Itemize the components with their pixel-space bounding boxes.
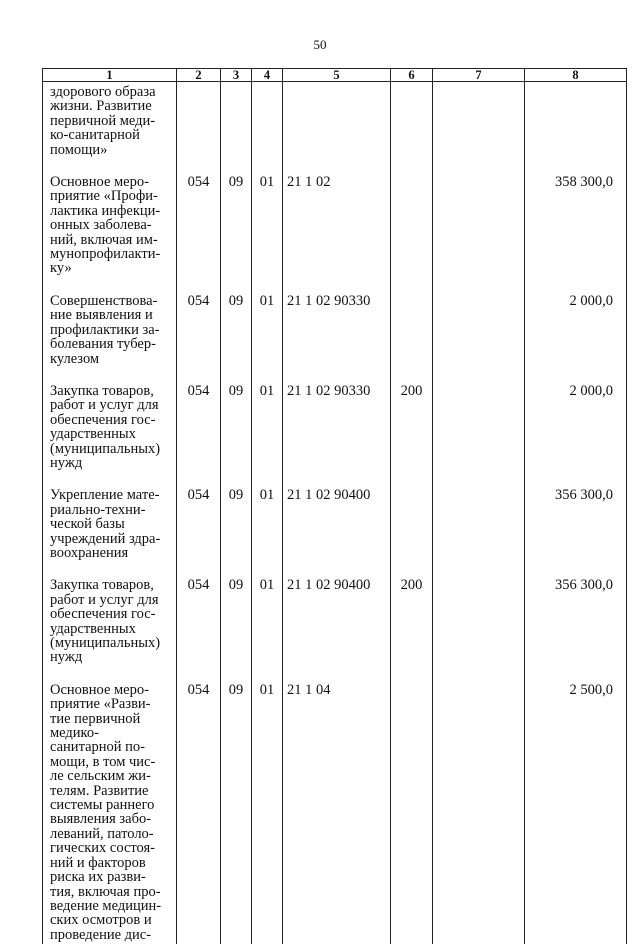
description-line: профилактики за- bbox=[50, 323, 173, 337]
expense-type-cell bbox=[391, 175, 433, 276]
subsection-cell: 01 bbox=[252, 683, 283, 942]
description-line: ку» bbox=[50, 261, 173, 275]
spacer-cell bbox=[221, 276, 252, 294]
page-number: 50 bbox=[0, 37, 640, 53]
row-spacer bbox=[43, 276, 627, 294]
amount-cell: 356 300,0 bbox=[525, 578, 627, 664]
spacer-cell bbox=[433, 276, 525, 294]
expense-type-cell bbox=[391, 488, 433, 560]
table-row bbox=[43, 175, 627, 276]
table-row bbox=[43, 384, 627, 470]
description-line: санитарной по- bbox=[50, 740, 173, 754]
spacer-cell bbox=[525, 665, 627, 683]
description-line: (муниципальных) bbox=[50, 636, 173, 650]
column-header-1: 1 bbox=[43, 69, 177, 82]
amount-cell: 2 000,0 bbox=[525, 384, 627, 470]
description-line: обеспечения гос- bbox=[50, 413, 173, 427]
table-row bbox=[43, 294, 627, 366]
spacer-cell bbox=[391, 560, 433, 578]
description-cell bbox=[43, 578, 177, 664]
description-line: первичной меди- bbox=[50, 114, 173, 128]
description-line: ударственных bbox=[50, 427, 173, 441]
description-line: медико- bbox=[50, 726, 173, 740]
table-row bbox=[43, 82, 627, 158]
target-article-cell: 21 1 02 bbox=[283, 175, 391, 276]
section-cell: 09 bbox=[221, 384, 252, 470]
spacer-cell bbox=[43, 470, 177, 488]
spacer-cell bbox=[525, 470, 627, 488]
expense-type-cell bbox=[391, 82, 433, 158]
code-cell: 054 bbox=[177, 175, 221, 276]
target-article-cell: 21 1 02 90400 bbox=[283, 578, 391, 664]
description-line: приятие «Профи- bbox=[50, 189, 173, 203]
spacer-cell bbox=[391, 470, 433, 488]
amount-cell: 358 300,0 bbox=[525, 175, 627, 276]
spacer-cell bbox=[433, 470, 525, 488]
amount-cell bbox=[525, 82, 627, 158]
header-row bbox=[43, 69, 627, 82]
description-line: учреждений здра- bbox=[50, 532, 173, 546]
spacer-cell bbox=[252, 560, 283, 578]
spacer-cell bbox=[252, 470, 283, 488]
description-line: мунопрофилакти- bbox=[50, 247, 173, 261]
spacer-cell bbox=[252, 276, 283, 294]
code-cell: 054 bbox=[177, 294, 221, 366]
spacer-cell bbox=[391, 276, 433, 294]
spacer-cell bbox=[221, 470, 252, 488]
description-line: тие первичной bbox=[50, 712, 173, 726]
description-line: ведение медицин- bbox=[50, 899, 173, 913]
table-row bbox=[43, 578, 627, 664]
column-header-3: 3 bbox=[221, 69, 252, 82]
description-line: Основное меро- bbox=[50, 683, 173, 697]
section-cell: 09 bbox=[221, 294, 252, 366]
spacer-cell bbox=[177, 470, 221, 488]
subsection-cell: 01 bbox=[252, 175, 283, 276]
spacer-cell bbox=[433, 366, 525, 384]
spacer-cell bbox=[433, 665, 525, 683]
description-cell bbox=[43, 294, 177, 366]
code-cell bbox=[177, 82, 221, 158]
description-line: риска их разви- bbox=[50, 870, 173, 884]
description-line: выявления забо- bbox=[50, 812, 173, 826]
spacer-cell bbox=[252, 157, 283, 175]
column-header-7: 7 bbox=[433, 69, 525, 82]
column-7-cell bbox=[433, 82, 525, 158]
description-line: телям. Развитие bbox=[50, 784, 173, 798]
subsection-cell: 01 bbox=[252, 578, 283, 664]
column-7-cell bbox=[433, 384, 525, 470]
description-line: проведение дис- bbox=[50, 928, 173, 942]
description-line: обеспечения гос- bbox=[50, 607, 173, 621]
spacer-cell bbox=[177, 665, 221, 683]
description-line: жизни. Развитие bbox=[50, 99, 173, 113]
description-line: ударственных bbox=[50, 622, 173, 636]
description-line: гических состоя- bbox=[50, 841, 173, 855]
spacer-cell bbox=[177, 276, 221, 294]
row-spacer bbox=[43, 560, 627, 578]
target-article-cell: 21 1 02 90330 bbox=[283, 384, 391, 470]
spacer-cell bbox=[433, 157, 525, 175]
expense-type-cell: 200 bbox=[391, 578, 433, 664]
amount-cell: 2 000,0 bbox=[525, 294, 627, 366]
description-line: Основное меро- bbox=[50, 175, 173, 189]
description-line: тия, включая про- bbox=[50, 885, 173, 899]
description-line: нужд bbox=[50, 650, 173, 664]
description-line: лактика инфекци- bbox=[50, 204, 173, 218]
description-cell bbox=[43, 175, 177, 276]
description-line: ле сельским жи- bbox=[50, 769, 173, 783]
spacer-cell bbox=[283, 276, 391, 294]
code-cell: 054 bbox=[177, 488, 221, 560]
column-7-cell bbox=[433, 488, 525, 560]
spacer-cell bbox=[391, 665, 433, 683]
column-7-cell bbox=[433, 175, 525, 276]
description-line: Совершенствова- bbox=[50, 294, 173, 308]
spacer-cell bbox=[177, 366, 221, 384]
spacer-cell bbox=[252, 665, 283, 683]
column-7-cell bbox=[433, 294, 525, 366]
spacer-cell bbox=[221, 366, 252, 384]
row-spacer bbox=[43, 470, 627, 488]
spacer-cell bbox=[433, 560, 525, 578]
spacer-cell bbox=[391, 157, 433, 175]
description-line: болевания тубер- bbox=[50, 337, 173, 351]
description-line: ко-санитарной bbox=[50, 128, 173, 142]
target-article-cell: 21 1 02 90330 bbox=[283, 294, 391, 366]
expense-type-cell: 200 bbox=[391, 384, 433, 470]
budget-table bbox=[42, 68, 627, 944]
description-line: Закупка товаров, bbox=[50, 384, 173, 398]
description-line: леваний, патоло- bbox=[50, 827, 173, 841]
section-cell: 09 bbox=[221, 578, 252, 664]
target-article-cell bbox=[283, 82, 391, 158]
section-cell: 09 bbox=[221, 488, 252, 560]
subsection-cell: 01 bbox=[252, 384, 283, 470]
table-body bbox=[43, 82, 627, 944]
description-line: здорового образа bbox=[50, 85, 173, 99]
target-article-cell: 21 1 02 90400 bbox=[283, 488, 391, 560]
description-line: онных заболева- bbox=[50, 218, 173, 232]
spacer-cell bbox=[391, 366, 433, 384]
subsection-cell bbox=[252, 82, 283, 158]
table-row bbox=[43, 488, 627, 560]
spacer-cell bbox=[43, 366, 177, 384]
spacer-cell bbox=[177, 560, 221, 578]
description-line: кулезом bbox=[50, 352, 173, 366]
spacer-cell bbox=[43, 560, 177, 578]
spacer-cell bbox=[525, 157, 627, 175]
expense-type-cell bbox=[391, 294, 433, 366]
code-cell: 054 bbox=[177, 384, 221, 470]
description-line: ских осмотров и bbox=[50, 913, 173, 927]
spacer-cell bbox=[43, 157, 177, 175]
spacer-cell bbox=[221, 560, 252, 578]
spacer-cell bbox=[283, 470, 391, 488]
spacer-cell bbox=[43, 276, 177, 294]
spacer-cell bbox=[525, 366, 627, 384]
description-cell bbox=[43, 82, 177, 158]
column-header-6: 6 bbox=[391, 69, 433, 82]
description-line: ческой базы bbox=[50, 517, 173, 531]
row-spacer bbox=[43, 665, 627, 683]
description-line: работ и услуг для bbox=[50, 398, 173, 412]
description-line: Закупка товаров, bbox=[50, 578, 173, 592]
description-line: нужд bbox=[50, 456, 173, 470]
description-line: ний, включая им- bbox=[50, 233, 173, 247]
description-line: мощи, в том чис- bbox=[50, 755, 173, 769]
spacer-cell bbox=[252, 366, 283, 384]
expense-type-cell bbox=[391, 683, 433, 942]
row-spacer bbox=[43, 366, 627, 384]
table-header bbox=[43, 69, 627, 82]
table-row bbox=[43, 683, 627, 942]
description-line: воохранения bbox=[50, 546, 173, 560]
column-7-cell bbox=[433, 578, 525, 664]
subsection-cell: 01 bbox=[252, 488, 283, 560]
spacer-cell bbox=[283, 665, 391, 683]
column-header-2: 2 bbox=[177, 69, 221, 82]
description-cell bbox=[43, 683, 177, 942]
description-cell bbox=[43, 488, 177, 560]
subsection-cell: 01 bbox=[252, 294, 283, 366]
column-header-5: 5 bbox=[283, 69, 391, 82]
description-line: ние выявления и bbox=[50, 308, 173, 322]
column-header-8: 8 bbox=[525, 69, 627, 82]
description-line: риально-техни- bbox=[50, 503, 173, 517]
spacer-cell bbox=[283, 157, 391, 175]
amount-cell: 2 500,0 bbox=[525, 683, 627, 942]
spacer-cell bbox=[525, 276, 627, 294]
spacer-cell bbox=[283, 366, 391, 384]
spacer-cell bbox=[177, 157, 221, 175]
description-line: ний и факторов bbox=[50, 856, 173, 870]
section-cell bbox=[221, 82, 252, 158]
spacer-cell bbox=[283, 560, 391, 578]
target-article-cell: 21 1 04 bbox=[283, 683, 391, 942]
description-line: (муниципальных) bbox=[50, 442, 173, 456]
description-line: работ и услуг для bbox=[50, 593, 173, 607]
description-cell bbox=[43, 384, 177, 470]
description-line: системы раннего bbox=[50, 798, 173, 812]
row-spacer bbox=[43, 157, 627, 175]
description-line: помощи» bbox=[50, 143, 173, 157]
column-header-4: 4 bbox=[252, 69, 283, 82]
section-cell: 09 bbox=[221, 683, 252, 942]
description-line: Укрепление мате- bbox=[50, 488, 173, 502]
section-cell: 09 bbox=[221, 175, 252, 276]
spacer-cell bbox=[221, 665, 252, 683]
spacer-cell bbox=[43, 665, 177, 683]
spacer-cell bbox=[525, 560, 627, 578]
column-7-cell bbox=[433, 683, 525, 942]
amount-cell: 356 300,0 bbox=[525, 488, 627, 560]
spacer-cell bbox=[221, 157, 252, 175]
code-cell: 054 bbox=[177, 578, 221, 664]
description-line: приятие «Разви- bbox=[50, 697, 173, 711]
code-cell: 054 bbox=[177, 683, 221, 942]
